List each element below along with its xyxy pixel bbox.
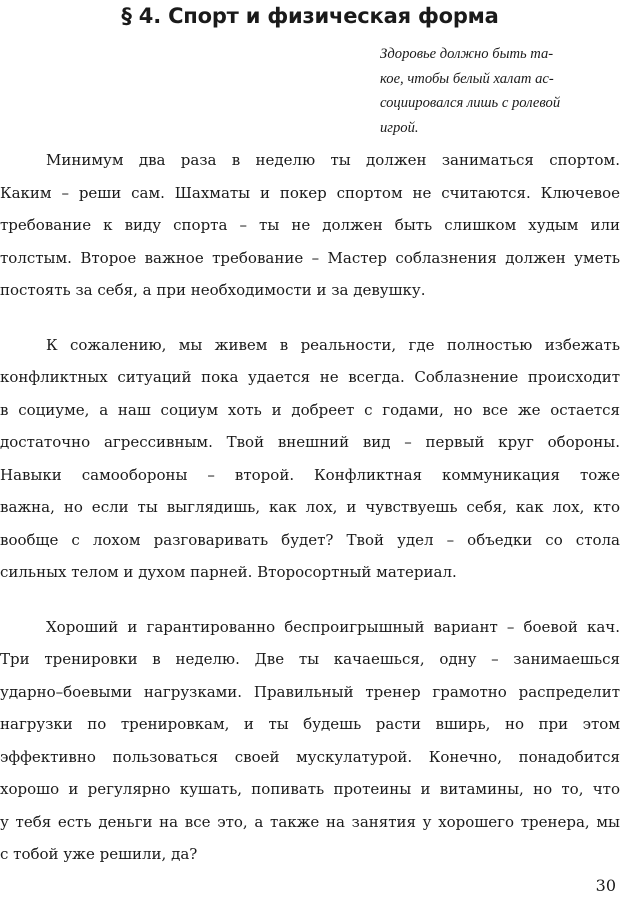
page-number: 30 (595, 876, 616, 895)
body-text (0, 144, 620, 893)
text-line: К сожалению, мы живем в реальности, где полностью избежать (46, 335, 620, 354)
text-line: Каким – реши сам. Шахматы и покер спортом не считаются. Ключевое (0, 183, 620, 202)
epigraph-line: кое, чтобы белый халат ас- (380, 70, 554, 87)
text-line: Хороший и гарантированно беспроигрышный вариант – боевой кач. (46, 617, 620, 636)
text-line: требование к виду спорта – ты не должен быть слишком худым или (0, 216, 620, 234)
text-line: достаточно агрессивным. Твой внешний вид – первый круг обороны. (0, 433, 620, 451)
section-heading: § 4. Спорт и физическая форма (121, 4, 499, 28)
paragraph-3 (0, 611, 620, 871)
text-line: эффективно пользоваться своей мускулатурой. Конечно, понадобится (0, 747, 620, 766)
text-line: Минимум два раза в неделю ты должен заниматься спортом. (46, 151, 620, 169)
text-line: постоять за себя, а при необходимости и за девушку. (0, 281, 426, 299)
text-line: конфликтных ситуаций пока удается не всегда. Соблазнение происходит (0, 368, 620, 386)
text-line: нагрузки по тренировкам, и ты будешь расти вширь, но при этом (0, 715, 620, 733)
text-line: ударно–боевыми нагрузками. Правильный тренер грамотно распределит (0, 682, 620, 701)
text-line: у тебя есть деньги на все это, а также на занятия у хорошего тренера, мы (0, 812, 620, 831)
epigraph (380, 42, 620, 140)
text-line: вообще с лохом разговаривать будет? Твой удел – объедки со стола (0, 530, 620, 549)
epigraph-line: социировался лишь с ролевой (380, 95, 561, 112)
text-line: в социуме, а наш социум хоть и добреет с годами, но все же остается (0, 400, 620, 419)
text-line: толстым. Второе важное требование – Мастер соблазнения должен уметь (0, 248, 620, 267)
text-line: важна, но если ты выглядишь, как лох, и чувствуешь себя, как лох, кто (0, 498, 620, 516)
text-line: Три тренировки в неделю. Две ты качаешься, одну – занимаешься (0, 650, 620, 668)
paragraph-2 (0, 329, 620, 589)
text-line: Навыки самообороны – второй. Конфликтная коммуникация тоже (0, 465, 620, 484)
text-line: хорошо и регулярно кушать, попивать протеины и витамины, но то, что (0, 780, 620, 798)
epigraph-line: Здоровье должно быть та- (380, 46, 554, 62)
text-line: сильных телом и духом парней. Второсортный материал. (0, 563, 457, 581)
paragraph-1 (0, 144, 620, 307)
epigraph-line: игрой. (380, 119, 419, 136)
text-line: с тобой уже решили, да? (0, 845, 198, 863)
